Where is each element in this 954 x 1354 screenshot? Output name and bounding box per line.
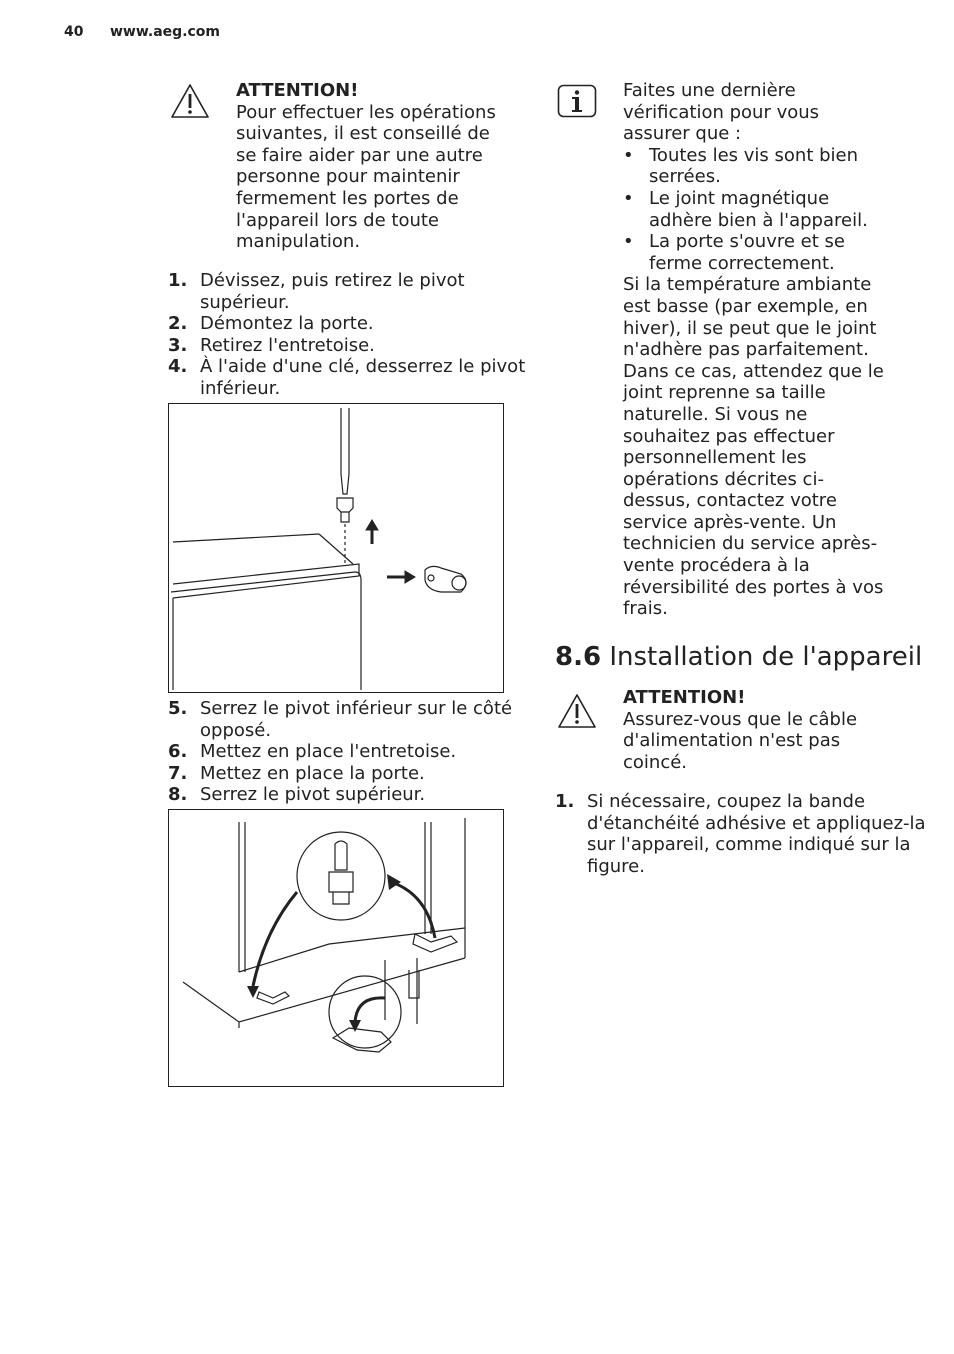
step-number: 1.: [555, 791, 575, 812]
warning-line: Assurez-vous que le câble: [623, 708, 858, 730]
warning-line: coincé.: [623, 751, 688, 773]
info-intro-line: Faites une dernière: [623, 80, 796, 101]
paragraph-line: service après-vente. Un: [623, 511, 837, 533]
steps-list-b: [168, 698, 512, 806]
step-line: sur l'appareil, comme indiqué sur la: [587, 834, 911, 856]
step-item: [168, 335, 525, 357]
warning-line: fermement les portes de: [236, 187, 459, 209]
step-line: Serrez le pivot inférieur sur le côté: [200, 698, 513, 719]
paragraph-line: vente procédera à la: [623, 555, 810, 577]
warning-line: personne pour maintenir: [236, 166, 460, 188]
figure-pivot-removal: [168, 403, 504, 693]
step-line: Serrez le pivot supérieur.: [200, 784, 426, 806]
warning-title: ATTENTION!: [236, 80, 359, 101]
step-line: Mettez en place la porte.: [200, 762, 425, 784]
step-item: [168, 356, 525, 399]
warning-line: d'alimentation n'est pas: [623, 730, 841, 752]
warning-title: ATTENTION!: [623, 687, 746, 708]
warning-line: Pour effectuer les opérations: [236, 101, 496, 123]
step-number: 1.: [168, 270, 188, 291]
step-line: figure.: [587, 855, 645, 877]
warning-block: [236, 80, 496, 253]
paragraph-line: hiver), il se peut que le joint: [623, 317, 877, 339]
paragraph-line: n'adhère pas parfaitement.: [623, 339, 869, 361]
step-line: supérieur.: [200, 291, 290, 313]
paragraph-line: opérations décrites ci-: [623, 468, 824, 490]
warning-line: l'appareil lors de toute: [236, 209, 440, 231]
step-number: 6.: [168, 741, 188, 763]
pivot-removal-illustration: [169, 404, 503, 692]
step-line: opposé.: [200, 719, 272, 741]
paragraph-line: Dans ce cas, attendez que le: [623, 360, 884, 382]
info-paragraph: [623, 274, 884, 620]
paragraph-line: réversibilité des portes à vos: [623, 576, 884, 598]
step-line: Mettez en place l'entretoise.: [200, 741, 457, 763]
step-item: [168, 763, 512, 785]
paragraph-line: est basse (par exemple, en: [623, 295, 868, 317]
step-number: 7.: [168, 762, 188, 784]
paragraph-line: joint reprenne sa taille: [623, 382, 826, 404]
list-item: [623, 231, 884, 274]
warning-line: manipulation.: [236, 231, 361, 253]
step-line: À l'aide d'une clé, desserrez le pivot: [200, 356, 526, 378]
step-item: [168, 313, 525, 335]
bullet-icon: •: [623, 187, 634, 209]
info-icon: [557, 84, 597, 118]
step-line: Démontez la porte.: [200, 313, 374, 335]
paragraph-line: dessus, contactez votre: [623, 490, 837, 512]
step-item: [555, 791, 926, 877]
step-item: [168, 741, 512, 763]
step-item: [168, 698, 512, 741]
step-line: d'étanchéité adhésive et appliquez-la: [587, 812, 926, 834]
bullet-line: serrées.: [649, 166, 721, 188]
paragraph-line: personnellement les: [623, 447, 807, 469]
paragraph-line: frais.: [623, 598, 668, 620]
list-item: [623, 145, 884, 188]
info-intro-line: vérification pour vous: [623, 101, 820, 123]
warning-triangle-icon: [557, 693, 597, 729]
paragraph-line: Si la température ambiante: [623, 274, 872, 296]
step-number: 5.: [168, 698, 188, 719]
bullet-line: ferme correctement.: [649, 252, 835, 274]
warning-line: suivantes, il est conseillé de: [236, 123, 490, 145]
section-number: 8.6: [555, 642, 602, 672]
step-item: [168, 784, 512, 806]
paragraph-line: technicien du service après-: [623, 533, 878, 555]
warning-triangle-icon: [170, 83, 210, 119]
list-item: [623, 188, 884, 231]
warning-block-2: [623, 687, 857, 773]
step-number: 2.: [168, 313, 188, 335]
paragraph-line: naturelle. Si vous ne: [623, 403, 808, 425]
bullet-icon: •: [623, 144, 634, 166]
page-number: 40: [64, 24, 84, 40]
figure-pivot-installation: [168, 809, 504, 1087]
site-url[interactable]: www.aeg.com: [110, 24, 221, 40]
bullet-line: adhère bien à l'appareil.: [649, 209, 868, 231]
step-line: Si nécessaire, coupez la bande: [587, 791, 866, 812]
warning-line: se faire aider par une autre: [236, 144, 483, 166]
info-block: [623, 80, 884, 620]
step-number: 3.: [168, 334, 188, 356]
bullet-line: Toutes les vis sont bien: [649, 144, 859, 166]
step-item: [168, 270, 525, 313]
info-intro-line: assurer que :: [623, 123, 742, 145]
step-line: inférieur.: [200, 377, 281, 399]
bullet-line: Le joint magnétique: [649, 187, 830, 209]
step-number: 8.: [168, 784, 188, 806]
steps-list-a: [168, 270, 525, 400]
step-line: Dévissez, puis retirez le pivot: [200, 270, 465, 291]
step-line: Retirez l'entretoise.: [200, 334, 375, 356]
paragraph-line: souhaitez pas effectuer: [623, 425, 835, 447]
pivot-installation-illustration: [169, 810, 503, 1086]
section-heading: [555, 642, 922, 672]
step-number: 4.: [168, 356, 188, 378]
check-list: [623, 145, 884, 275]
section-title: Installation de l'appareil: [609, 642, 923, 672]
bullet-icon: •: [623, 231, 634, 253]
steps-list-c: [555, 791, 926, 877]
bullet-line: La porte s'ouvre et se: [649, 231, 845, 253]
